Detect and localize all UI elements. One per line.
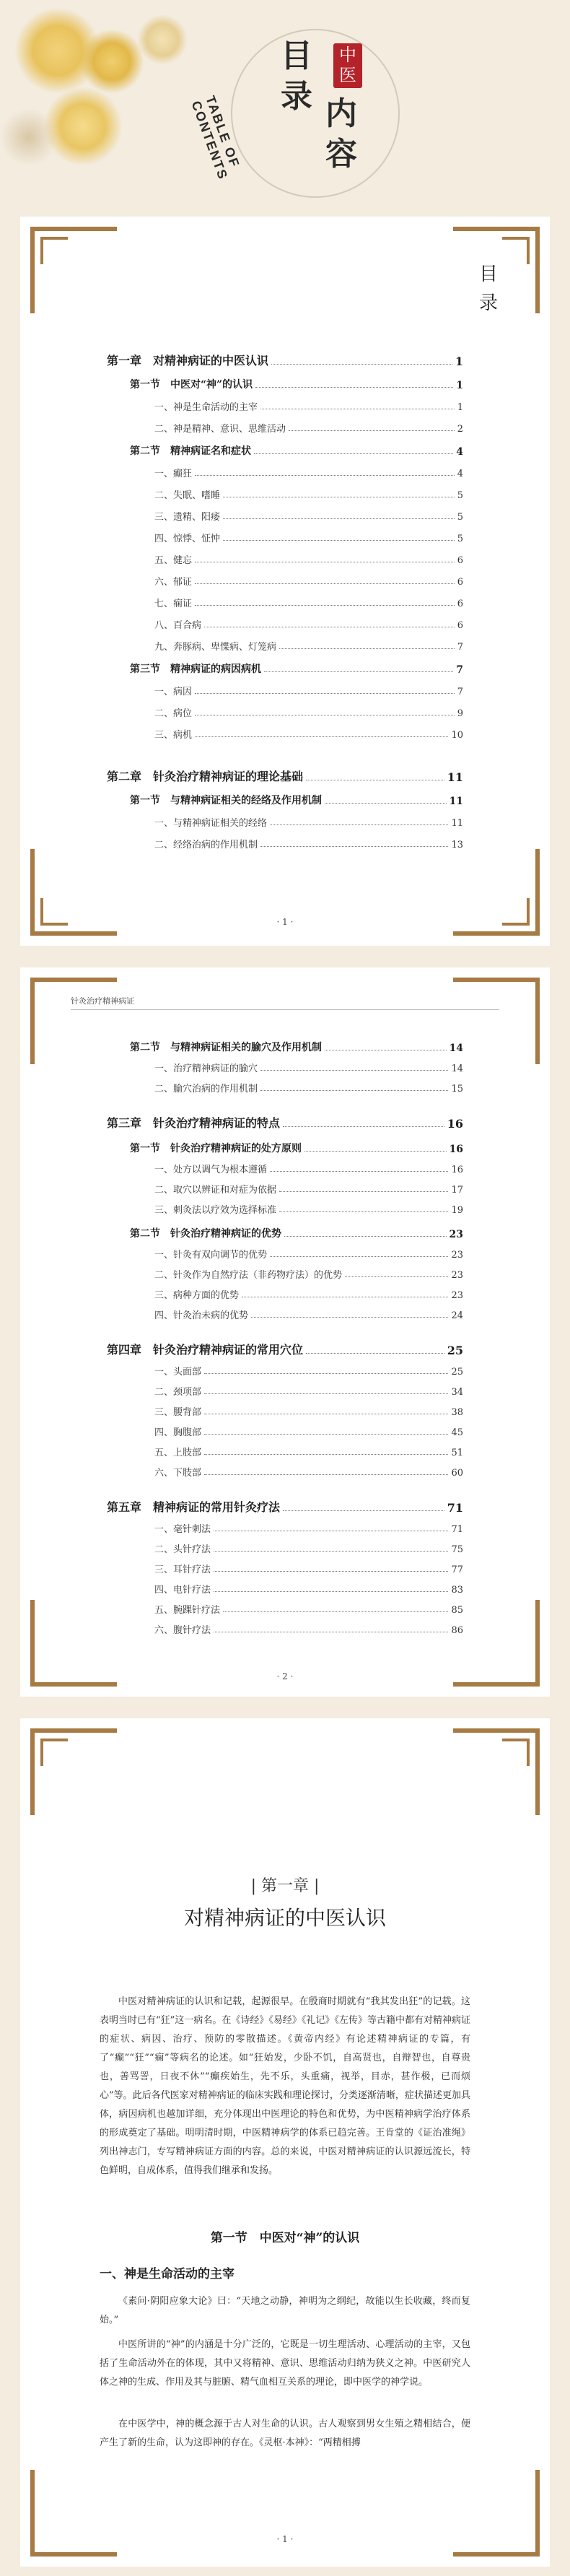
toc-entry-page: 11: [449, 796, 463, 807]
toc-entry-page: 19: [451, 1205, 463, 1216]
toc-leader-dots: [195, 583, 455, 584]
toc-entry-title: 二、针灸作为自然疗法（非药物疗法）的优势: [154, 1270, 343, 1281]
header-title-line2: 内容: [325, 95, 357, 173]
toc-entry-page: 45: [451, 1427, 463, 1438]
toc-leader-dots: [271, 364, 452, 365]
toc-entry-title: 一、病因: [154, 687, 193, 697]
toc-leader-dots: [270, 1256, 448, 1257]
header-banner: [0, 0, 570, 209]
toc-entry[interactable]: [107, 705, 463, 719]
page-number: · 2 ·: [276, 1671, 294, 1681]
toc-entry-page: 5: [457, 534, 463, 544]
toc-entry-title: 四、惊悸、怔忡: [154, 534, 221, 544]
toc-entry[interactable]: [107, 1424, 463, 1438]
toc-entry[interactable]: [107, 726, 463, 741]
toc-entry-page: 9: [457, 708, 463, 719]
toc-entry-page: 6: [457, 577, 463, 588]
toc-entry-title: 一、头面部: [154, 1367, 202, 1378]
toc-entry[interactable]: [107, 1060, 463, 1074]
toc-entry[interactable]: [107, 1161, 463, 1175]
toc-entry-page: 51: [451, 1448, 463, 1458]
toc-leader-dots: [283, 1510, 444, 1511]
toc-entry-page: 6: [457, 555, 463, 566]
toc-entry[interactable]: [107, 1601, 463, 1616]
toc-leader-dots: [214, 1591, 448, 1592]
toc-entry-page: 16: [447, 1117, 463, 1131]
toc-entry[interactable]: [107, 465, 463, 479]
toc-entry-page: 77: [451, 1565, 463, 1575]
toc-leader-dots: [204, 1454, 448, 1455]
toc-entry-title: 第二节 与精神病证相关的腧穴及作用机制: [130, 1042, 322, 1053]
toc-leader-dots: [195, 736, 448, 737]
toc-leader-dots: [223, 540, 455, 541]
toc-entry[interactable]: [107, 508, 463, 523]
toc-entry-title: 六、郁证: [154, 577, 193, 588]
toc-entry-title: 二、病位: [154, 708, 193, 719]
toc-entry-page: 23: [449, 1229, 463, 1240]
toc-entry[interactable]: [107, 1363, 463, 1378]
toc-entry-page: 85: [451, 1605, 463, 1616]
toc-entry[interactable]: [107, 420, 463, 435]
toc-entry[interactable]: [107, 1246, 463, 1261]
toc-entry[interactable]: [107, 1226, 463, 1240]
toc-entry-title: 第三节 精神病证的病因病机: [130, 663, 261, 675]
toc-entry-page: 16: [451, 1165, 463, 1175]
toc-leader-dots: [214, 1571, 448, 1572]
toc-entry-page: 71: [447, 1501, 463, 1515]
toc-list: [107, 1040, 463, 1661]
toc-entry-page: 10: [451, 730, 463, 741]
toc-entry-title: 二、失眠、嗜睡: [154, 490, 221, 501]
toc-entry[interactable]: [107, 1383, 463, 1398]
toc-entry[interactable]: [107, 1541, 463, 1555]
toc-entry-title: 第三章 针灸治疗精神病证的特点: [107, 1116, 281, 1130]
toc-entry-title: 二、腧穴治病的作用机制: [154, 1084, 258, 1095]
toc-entry-page: 13: [451, 840, 463, 850]
toc-entry[interactable]: [107, 661, 463, 676]
chapter-title: 对精神病证的中医认识: [183, 1906, 386, 1930]
header-title-line1: 目录: [281, 38, 312, 115]
toc-entry[interactable]: [107, 573, 463, 588]
toc-entry-page: 4: [457, 469, 463, 479]
toc-leader-dots: [283, 1126, 444, 1127]
toc-leader-dots: [270, 824, 448, 825]
toc-page-1: [20, 217, 550, 946]
toc-leader-dots: [260, 1070, 448, 1071]
toc-entry[interactable]: [107, 770, 463, 784]
toc-entry-page: 60: [451, 1468, 463, 1479]
page-number: · 1 ·: [276, 917, 294, 927]
toc-entry-title: 六、腹针疗法: [154, 1625, 211, 1636]
toc-entry[interactable]: [107, 1040, 463, 1054]
toc-entry-page: 5: [457, 490, 463, 501]
toc-leader-dots: [279, 648, 455, 649]
toc-entry-page: 14: [449, 1043, 463, 1054]
toc-entry-page: 15: [451, 1084, 463, 1095]
body-paragraph: 在中医学中，神的概念源于古人对生命的认识。古人观察到男女生殖之精相结合，便产生了新的生命，认为这即神的存在。《灵枢·本神》：“两精相搏: [100, 2419, 470, 2448]
chapter-page: [20, 1718, 550, 2567]
toc-entry-page: 14: [451, 1063, 463, 1074]
toc-entry[interactable]: [107, 377, 463, 391]
toc-leader-dots: [195, 693, 455, 694]
header-tag: 中医: [333, 43, 362, 88]
toc-entry-page: 7: [457, 687, 463, 697]
toc-entry[interactable]: [107, 552, 463, 566]
toc-entry-page: 5: [457, 512, 463, 523]
toc-entry[interactable]: [107, 1343, 463, 1357]
toc-entry-page: 24: [451, 1310, 463, 1321]
section-title: 第一节 中医对“神”的认识: [210, 2231, 360, 2245]
toc-entry-page: 6: [457, 599, 463, 609]
toc-entry-title: 四、电针疗法: [154, 1585, 211, 1596]
toc-entry-title: 第一节 针灸治疗精神病证的处方原则: [130, 1143, 302, 1154]
toc-leader-dots: [325, 803, 447, 804]
toc-entry-title: 四、针灸治未病的优势: [154, 1310, 249, 1321]
toc-entry[interactable]: [107, 1141, 463, 1155]
toc-leader-dots: [306, 1353, 444, 1354]
toc-entry-title: 七、痫证: [154, 599, 193, 609]
toc-entry[interactable]: [107, 399, 463, 413]
toc-entry[interactable]: [107, 530, 463, 544]
toc-leader-dots: [223, 518, 455, 519]
toc-entry[interactable]: [107, 1266, 463, 1281]
toc-entry-title: 一、癫狂: [154, 469, 193, 479]
toc-entry-title: 九、奔豚病、卑惵病、灯笼病: [154, 642, 277, 653]
toc-entry-title: 二、取穴以辨证和对症为依据: [154, 1185, 277, 1196]
toc-list: [107, 354, 463, 874]
toc-entry-title: 三、耳针疗法: [154, 1565, 211, 1575]
toc-entry-page: 4: [456, 446, 463, 458]
toc-entry-page: 83: [451, 1585, 463, 1596]
toc-leader-dots: [204, 1373, 448, 1374]
toc-entry-title: 第二节 精神病证名和症状: [130, 445, 251, 457]
toc-entry-page: 2: [457, 424, 463, 435]
toc-entry[interactable]: [107, 1444, 463, 1458]
toc-entry-title: 四、胸腹部: [154, 1427, 202, 1438]
toc-entry-title: 三、腰背部: [154, 1407, 202, 1418]
toc-entry-title: 二、经络治病的作用机制: [154, 840, 258, 850]
toc-entry-page: 38: [451, 1407, 463, 1418]
toc-entry[interactable]: [107, 1201, 463, 1216]
toc-entry-title: 五、健忘: [154, 555, 193, 566]
toc-entry[interactable]: [107, 1116, 463, 1131]
toc-entry[interactable]: [107, 1080, 463, 1095]
toc-leader-dots: [195, 605, 455, 606]
toc-entry-title: 五、腕踝针疗法: [154, 1605, 221, 1616]
toc-entry[interactable]: [107, 595, 463, 609]
toc-leader-dots: [254, 453, 453, 454]
toc-entry-title: 一、与精神病证相关的经络: [154, 818, 268, 829]
toc-entry-title: 三、刺灸法以疗效为选择标准: [154, 1205, 277, 1216]
toc-entry[interactable]: [107, 1307, 463, 1321]
toc-entry-page: 34: [451, 1387, 463, 1398]
toc-page-2: [20, 967, 550, 1697]
flower-decoration: [0, 108, 58, 166]
toc-entry-page: 6: [457, 620, 463, 631]
toc-leader-dots: [204, 1434, 448, 1435]
toc-entry-title: 一、针灸有双向调节的优势: [154, 1250, 268, 1261]
toc-leader-dots: [304, 1151, 447, 1152]
toc-entry[interactable]: [107, 354, 463, 368]
toc-entry[interactable]: [107, 1287, 463, 1301]
toc-entry-title: 第四章 针灸治疗精神病证的常用穴位: [107, 1343, 304, 1357]
header-subtitle: TABLE OF CONTENTS: [188, 94, 242, 183]
toc-entry[interactable]: [107, 638, 463, 653]
toc-entry-title: 第五章 精神病证的常用针灸疗法: [107, 1500, 281, 1514]
running-head: 针灸治疗精神病证: [71, 996, 134, 1006]
toc-leader-dots: [251, 1317, 448, 1318]
toc-leader-dots: [264, 671, 453, 672]
toc-leader-dots: [195, 475, 455, 476]
toc-entry-page: 1: [457, 402, 463, 413]
toc-entry[interactable]: [107, 617, 463, 631]
toc-entry-page: 11: [447, 770, 463, 784]
toc-entry[interactable]: [107, 1520, 463, 1535]
intro-paragraph: 中医对精神病证的认识和记载，起源很早。在殷商时期就有“我其发出狂”的记载。这表明当时已有“狂”这一病名。在《诗经》《易经》《礼记》《左传》等古籍中都有对精神病证的症状、病因、治疗、预防的零散描述。《黄帝内经》有论述精神病证的专篇，有了“癫”“狂”“痫”等病名的论述。如“狂始发，少卧不饥，自高贤也，自辩智也，自尊贵也，善骂詈，日夜不休”“癫疾始生，先不乐，头重痛，视举，目赤，甚作极，已而烦心”等。此后各代医家对精神病证的临床实践和理论探讨，分类逐渐清晰，症状描述更加具体，病因病机也越加详细，充分体现出中医理论的特色和优势，为中医精神病学治疗体系的形成奠定了基础。明明清时期，中医精神病学的体系已趋完善。王肯堂的《证治准绳》列出神志门，专写精神病证方面的内容。总的来说，中医对精神病证的认识源远流长，特色鲜明，自成体系，值得我们继承和发扬。: [100, 1996, 470, 2176]
toc-entry-title: 五、上肢部: [154, 1448, 202, 1458]
flower-decoration: [137, 14, 188, 65]
toc-entry-page: 23: [451, 1290, 463, 1301]
toc-entry[interactable]: [107, 1181, 463, 1196]
toc-entry-title: 一、处方以调气为根本遵循: [154, 1165, 268, 1175]
toc-leader-dots: [279, 1191, 448, 1192]
toc-leader-dots: [270, 1171, 448, 1172]
toc-entry-title: 第一章 对精神病证的中医认识: [107, 354, 269, 367]
toc-entry-page: 11: [451, 818, 463, 829]
toc-leader-dots: [279, 1211, 448, 1212]
toc-leader-dots: [345, 1276, 448, 1277]
toc-entry-page: 1: [456, 380, 463, 391]
toc-entry-page: 7: [457, 642, 463, 653]
toc-entry-page: 75: [451, 1544, 463, 1555]
chapter-label: | 第一章 |: [250, 1877, 320, 1895]
toc-entry-title: 八、百合病: [154, 620, 202, 631]
toc-entry-title: 六、下肢部: [154, 1468, 202, 1479]
page-number: · 1 ·: [276, 2534, 294, 2544]
toc-entry-page: 7: [456, 664, 463, 676]
toc-entry[interactable]: [107, 814, 463, 829]
subsection-title: 一、神是生命活动的主宰: [100, 2267, 234, 2281]
toc-entry-page: 71: [451, 1524, 463, 1535]
toc-entry[interactable]: [107, 836, 463, 850]
toc-entry-title: 第一节 中医对“神”的认识: [130, 379, 253, 391]
toc-entry-page: 1: [455, 354, 463, 368]
toc-entry-title: 三、病种方面的优势: [154, 1290, 240, 1301]
toc-entry-title: 三、病机: [154, 730, 193, 741]
toc-entry-title: 二、头针疗法: [154, 1544, 211, 1555]
toc-entry[interactable]: [107, 487, 463, 501]
toc-leader-dots: [260, 1090, 448, 1091]
toc-entry[interactable]: [107, 1561, 463, 1575]
toc-leader-dots: [255, 387, 453, 388]
toc-entry-page: 25: [447, 1344, 463, 1357]
toc-entry-title: 第二节 针灸治疗精神病证的优势: [130, 1228, 281, 1240]
toc-entry-title: 二、神是精神、意识、思维活动: [154, 424, 286, 435]
toc-entry-page: 23: [451, 1250, 463, 1261]
toc-entry-page: 23: [451, 1270, 463, 1281]
toc-leader-dots: [260, 846, 448, 847]
toc-title: 目录: [478, 264, 498, 314]
toc-leader-dots: [284, 1236, 447, 1237]
toc-entry-title: 二、颈项部: [154, 1387, 202, 1398]
toc-entry-page: 16: [449, 1144, 463, 1155]
toc-leader-dots: [204, 1474, 448, 1475]
body-paragraph: 中医所讲的“神”的内涵是十分广泛的，它既是一切生理活动、心理活动的主宰，又包括了生命活动外在的体现，其中又将精神、意识、思维活动归纳为狭义之神。中医研究人体之神的生成、作用及其与脏腑、精气血相互关系的理论，即中医学的神学说。: [100, 2339, 470, 2388]
toc-entry[interactable]: [107, 1581, 463, 1596]
toc-entry-title: 第一节 与精神病证相关的经络及作用机制: [130, 795, 322, 806]
flower-decoration: [79, 29, 144, 94]
toc-entry-title: 一、治疗精神病证的腧穴: [154, 1063, 258, 1074]
toc-entry[interactable]: [107, 793, 463, 807]
body-paragraph: 《素问·阴阳应象大论》曰：“天地之动静，神明为之纲纪，故能以生长收藏，终而复始。”: [100, 2296, 470, 2325]
toc-entry[interactable]: [107, 1464, 463, 1479]
running-head-rule: [71, 1009, 499, 1010]
toc-entry[interactable]: [107, 683, 463, 697]
toc-leader-dots: [289, 430, 455, 431]
toc-entry-title: 三、遗精、阳痿: [154, 512, 221, 523]
toc-entry-page: 86: [451, 1625, 463, 1636]
toc-entry[interactable]: [107, 1500, 463, 1515]
toc-entry-page: 25: [451, 1367, 463, 1378]
toc-leader-dots: [223, 1611, 448, 1612]
toc-leader-dots: [204, 1393, 448, 1394]
toc-entry[interactable]: [107, 1404, 463, 1418]
toc-entry-title: 一、毫针刺法: [154, 1524, 211, 1535]
toc-entry[interactable]: [107, 443, 463, 458]
toc-entry-title: 一、神是生命活动的主宰: [154, 402, 258, 413]
toc-entry[interactable]: [107, 1622, 463, 1636]
toc-entry-page: 17: [451, 1185, 463, 1196]
toc-entry-title: 第二章 针灸治疗精神病证的理论基础: [107, 770, 304, 783]
toc-leader-dots: [214, 1551, 448, 1552]
